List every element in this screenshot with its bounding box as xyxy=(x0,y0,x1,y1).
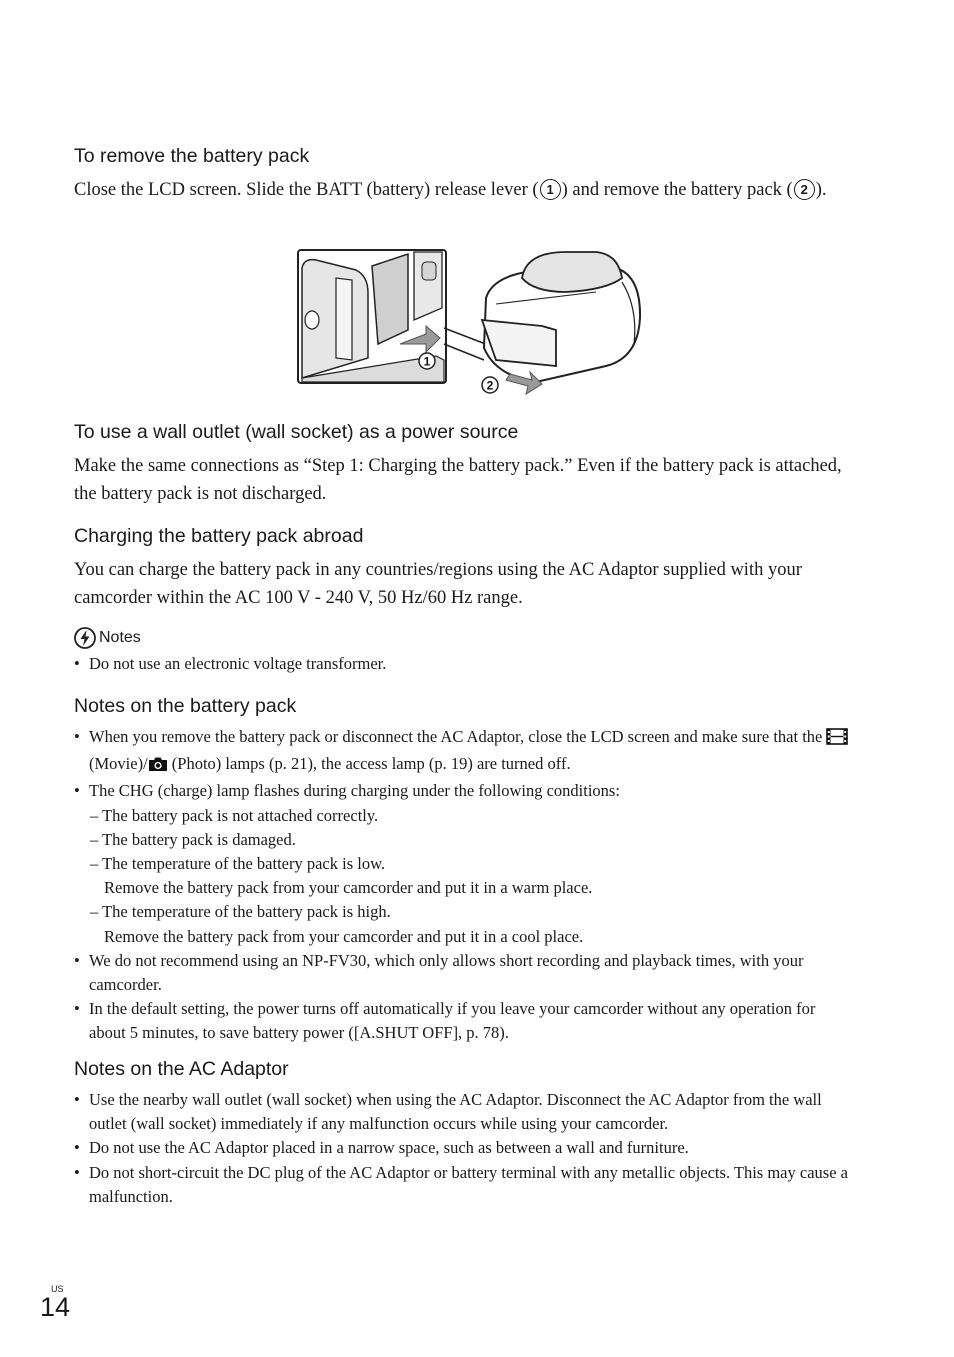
battery-notes-list xyxy=(74,725,854,1046)
camera-icon xyxy=(148,755,168,779)
circled-2-marker: 2 xyxy=(794,179,815,200)
remove-battery-instructions xyxy=(74,176,864,204)
item1-text-a: When you remove the battery pack or disconnect the AC Adaptor, close the LCD screen and make sure that the xyxy=(89,727,827,746)
list-item: • We do not recommend using an NP-FV30, which only allows short recording and playback times, with your camcorder. xyxy=(74,949,854,997)
page-language-code: US xyxy=(51,1284,64,1294)
instr-text-b: ) and remove the battery pack ( xyxy=(561,180,793,200)
sub-list-item: – The temperature of the battery pack is low. xyxy=(90,854,386,874)
page-number: 14 xyxy=(40,1292,71,1322)
sub-list-item: – The temperature of the battery pack is high. xyxy=(90,902,391,922)
notes-label: Notes xyxy=(99,629,141,646)
item1-text-c: (Photo) lamps (p. 21), the access lamp (p. 19) are turned off. xyxy=(167,754,571,774)
callout-label-2: 2 xyxy=(486,378,494,393)
section-title-charging-abroad: Charging the battery pack abroad xyxy=(74,525,364,547)
section-title-ac-adaptor-notes: Notes on the AC Adaptor xyxy=(74,1058,289,1080)
list-item: • Do not short-circuit the DC plug of the AC Adaptor or battery terminal with any metallic objects. This may cause a malfunction. xyxy=(74,1161,854,1209)
notes-list xyxy=(74,652,854,676)
charging-abroad-text: You can charge the battery pack in any countries/regions using the AC Adaptor supplied with your camcorder within the AC 100 V - 240 V, 50 Hz/60 Hz range. xyxy=(74,560,802,608)
wall-outlet-text: Make the same connections as “Step 1: Charging the battery pack.” Even if the battery pack is attached, the battery pack is not discharged. xyxy=(74,456,842,504)
list-item: • In the default setting, the power turns off automatically if you leave your camcorder without any operation for about 5 minutes, to save battery power ([A.SHUT OFF], p. 78). xyxy=(74,997,854,1045)
list-item: • The CHG (charge) lamp flashes during charging under the following conditions: xyxy=(74,779,854,803)
battery-removal-illustration xyxy=(296,248,646,398)
instr-text-a: Close the LCD screen. Slide the BATT (battery) release lever ( xyxy=(74,180,539,200)
camcorder-battery-drawing xyxy=(296,248,646,398)
sub-list-item-continuation: Remove the battery pack from your camcorder and put it in a cool place. xyxy=(104,926,584,946)
notes-lightning-icon xyxy=(74,627,96,649)
notes-heading xyxy=(74,627,141,649)
circled-1-marker: 1 xyxy=(540,179,561,200)
ac-adaptor-notes-list xyxy=(74,1088,854,1209)
instr-text-c: ). xyxy=(815,180,827,200)
sub-list-item-continuation: Remove the battery pack from your camcorder and put it in a warm place. xyxy=(104,878,593,898)
callout-label-1: 1 xyxy=(423,354,431,369)
list-item xyxy=(74,725,854,779)
sub-list-item: – The battery pack is damaged. xyxy=(90,829,296,849)
list-item: • Do not use the AC Adaptor placed in a narrow space, such as between a wall and furniture. xyxy=(74,1136,854,1160)
section-title-remove-battery: To remove the battery pack xyxy=(74,145,310,167)
list-item: • Do not use an electronic voltage transformer. xyxy=(74,652,854,676)
section-title-wall-outlet: To use a wall outlet (wall socket) as a power source xyxy=(74,421,519,443)
section-title-battery-notes: Notes on the battery pack xyxy=(74,695,297,717)
sub-list-item: – The battery pack is not attached correctly. xyxy=(90,805,379,825)
item1-text-b: (Movie)/ xyxy=(89,754,148,774)
movie-icon xyxy=(826,728,848,752)
list-item: • Use the nearby wall outlet (wall socket) when using the AC Adaptor. Disconnect the AC Adaptor from the wall outlet (wall socket) immediately if any malfunction occurs while using your camcorder. xyxy=(74,1088,854,1136)
